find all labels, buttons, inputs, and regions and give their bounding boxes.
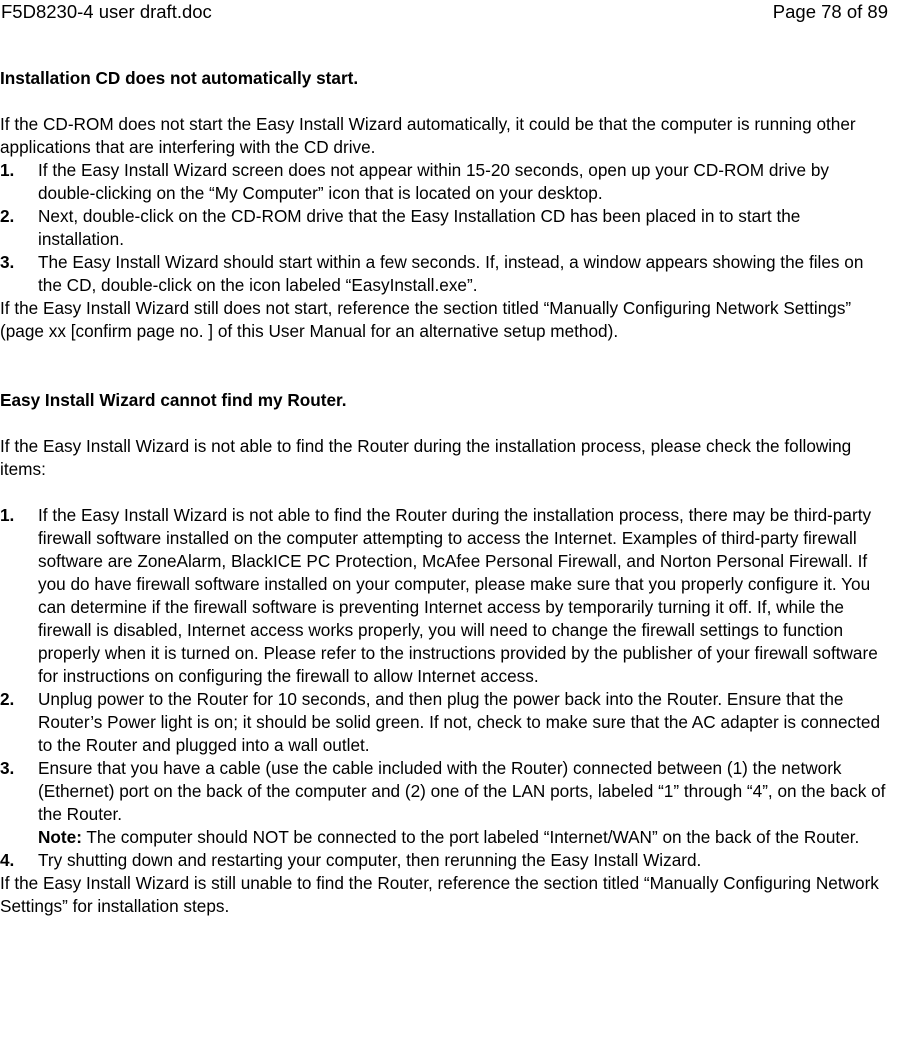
list-item	[0, 504, 888, 688]
list-item-text: If the Easy Install Wizard is not able to find the Router during the installation process, there may be third-party firewall software installed on the computer attempting to access the Internet. Examples of third-party firewall software are ZoneAlarm, BlackICE PC Protection, McAfee Personal Firewall, and Norton Personal Firewall. If you do have firewall software installed on your computer, please make sure that you properly configure it. You can determine if the firewall software is preventing Internet access by temporarily turning it off. If, while the firewall is disabled, Internet access works properly, you will need to change the firewall settings to function properly when it is turned on. Please refer to the instructions provided by the publisher of your firewall software for instructions on configuring the firewall to allow Internet access.	[38, 505, 878, 686]
numbered-list	[0, 159, 888, 297]
list-item	[0, 688, 888, 757]
page-header	[0, 0, 888, 24]
note	[38, 826, 888, 849]
note-text: The computer should NOT be connected to the port labeled “Internet/WAN” on the back of the Router.	[81, 827, 860, 847]
list-item-text: Unplug power to the Router for 10 seconds, and then plug the power back into the Router. Ensure that the Router’s Power light is on; it should be solid green. If not, check to make sure that the AC adapter is connected to the Router and plugged into a wall outlet.	[38, 689, 881, 755]
list-item-text: Ensure that you have a cable (use the cable included with the Router) connected between (1) the network (Ethernet) port on the back of the computer and (2) one of the LAN ports, labeled “1” through “4”, on the back of the Router.	[38, 758, 886, 824]
spacer	[0, 343, 888, 389]
paragraph: If the CD-ROM does not start the Easy Install Wizard automatically, it could be that the computer is running other applications that are interfering with the CD drive.	[0, 114, 856, 157]
section-heading: Installation CD does not automatically start.	[0, 68, 359, 88]
list-item-text: Next, double-click on the CD-ROM drive that the Easy Installation CD has been placed in to start the installation.	[38, 206, 801, 249]
list-number: 2.	[0, 689, 15, 709]
list-number: 2.	[0, 206, 15, 226]
list-number: 3.	[0, 758, 15, 778]
spacer	[0, 412, 888, 435]
section-heading: Easy Install Wizard cannot find my Router.	[0, 390, 347, 410]
list-item-text: The Easy Install Wizard should start within a few seconds. If, instead, a window appears showing the files on the CD, double-click on the icon labeled “EasyInstall.exe”.	[38, 252, 864, 295]
paragraph: If the Easy Install Wizard is not able to find the Router during the installation process, please check the following items:	[0, 436, 852, 479]
numbered-list	[0, 504, 888, 872]
list-item	[0, 205, 888, 251]
document-filename: F5D8230-4 user draft.doc	[1, 1, 212, 22]
list-number: 3.	[0, 252, 15, 272]
list-item-text: Try shutting down and restarting your computer, then rerunning the Easy Install Wizard.	[38, 850, 702, 870]
list-number: 1.	[0, 505, 15, 525]
list-item	[0, 849, 888, 872]
list-item-text: If the Easy Install Wizard screen does not appear within 15-20 seconds, open up your CD-ROM drive by double-clicking on the “My Computer” icon that is located on your desktop.	[38, 160, 830, 203]
spacer	[0, 481, 888, 504]
list-item	[0, 757, 888, 849]
note-label: Note:	[38, 827, 82, 847]
list-number: 1.	[0, 160, 15, 180]
document-body	[0, 67, 888, 918]
paragraph: If the Easy Install Wizard still does not start, reference the section titled “Manually Configuring Network Settings” (page xx [confirm page no. ] of this User Manual for an alternative setup method).	[0, 298, 852, 341]
list-number: 4.	[0, 850, 15, 870]
list-item	[0, 251, 888, 297]
page-number: Page 78 of 89	[772, 1, 888, 22]
paragraph: If the Easy Install Wizard is still unable to find the Router, reference the section titled “Manually Configuring Network Settings” for installation steps.	[0, 873, 879, 916]
list-item	[0, 159, 888, 205]
spacer	[0, 90, 888, 113]
